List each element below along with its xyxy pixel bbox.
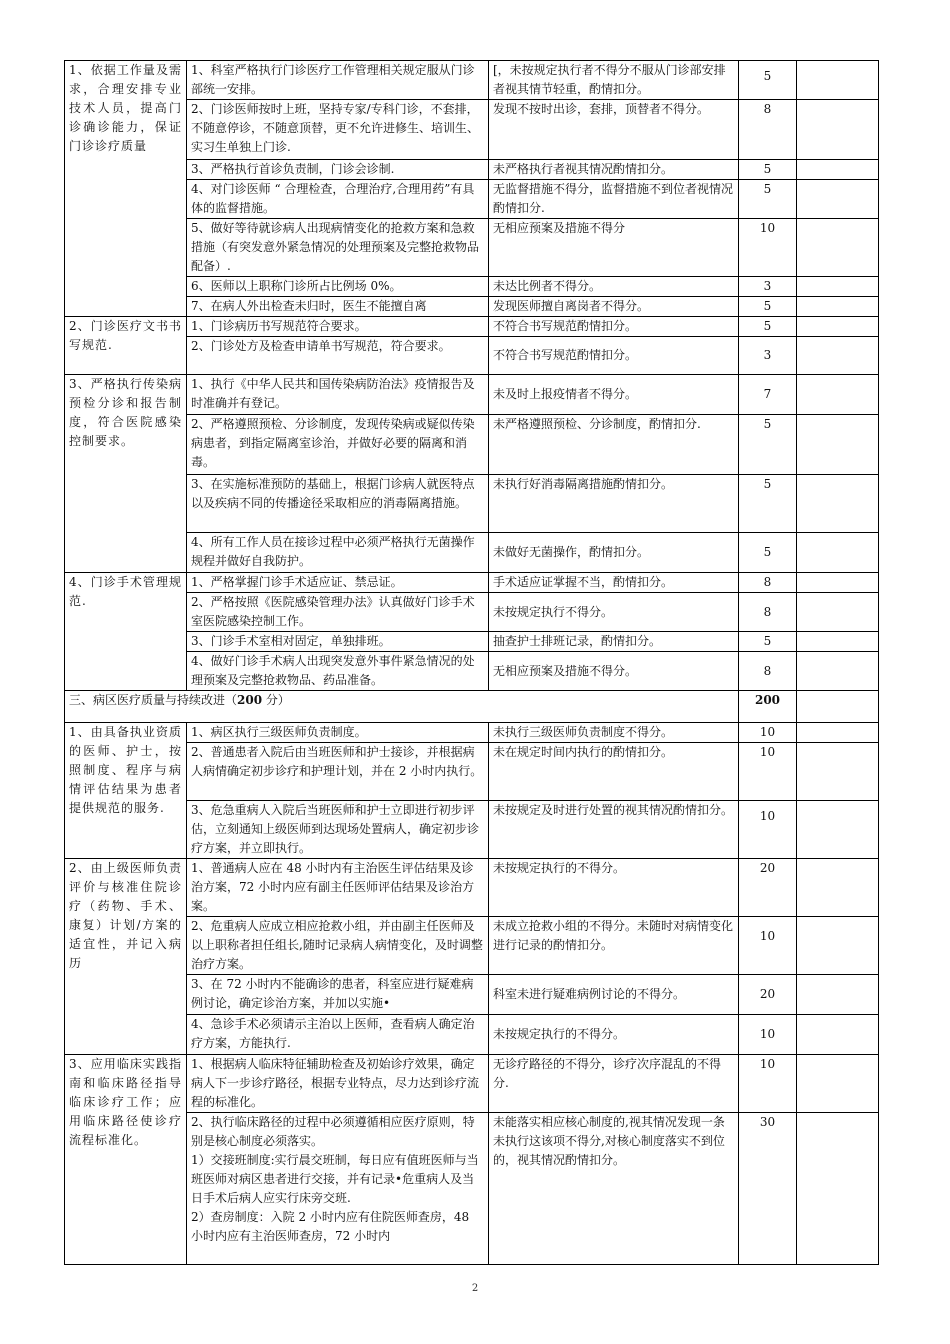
score-cell: 7 [739, 375, 797, 415]
criteria-cell: 未做好无菌操作，酌情扣分。 [489, 533, 739, 573]
blank-cell [797, 723, 879, 743]
score-cell: 5 [739, 415, 797, 475]
score-cell: 5 [739, 632, 797, 652]
blank-cell [797, 533, 879, 573]
content-cell: 3、门诊手术室相对固定，单独排班。 [187, 632, 489, 652]
content-cell: 2、普通患者入院后由当班医师和护士接诊，并根据病人病情确定初步诊疗和护理计划，并在 2 小时内执行。 [187, 743, 489, 801]
score-cell: 8 [739, 100, 797, 160]
criteria-cell: 不符合书写规范酌情扣分。 [489, 337, 739, 375]
content-cell: 3、严格执行首诊负责制，门诊会诊制. [187, 160, 489, 180]
table-row [65, 475, 879, 533]
table-row [65, 160, 879, 180]
category-cell: 1、依据工作量及需求，合理安排专业技术人员，提高门诊确诊能力，保证门诊诊疗质量 [65, 61, 187, 317]
category-cell: 1、由具备执业资质的医师、护士，按照制度、程序与病情评估结果为患者提供规范的服务. [65, 723, 187, 859]
blank-cell [797, 219, 879, 277]
table-row [65, 375, 879, 415]
blank-cell [797, 652, 879, 691]
score-cell: 8 [739, 573, 797, 593]
content-cell: 2、门诊处方及检查申请单书写规范，符合要求。 [187, 337, 489, 375]
table-row [65, 975, 879, 1015]
table-row [65, 917, 879, 975]
score-cell: 8 [739, 593, 797, 632]
criteria-cell: 发现不按时出诊，套排，顶替者不得分。 [489, 100, 739, 160]
score-cell: 20 [739, 975, 797, 1015]
blank-cell [797, 180, 879, 219]
criteria-cell: 不符合书写规范酌情扣分。 [489, 317, 739, 337]
criteria-cell: 未执行三级医师负责制度不得分。 [489, 723, 739, 743]
table-row [65, 1015, 879, 1055]
score-cell: 3 [739, 277, 797, 297]
table-row [65, 317, 879, 337]
criteria-cell: 未达比例者不得分。 [489, 277, 739, 297]
content-cell: 1、门诊病历书写规范符合要求。 [187, 317, 489, 337]
blank-cell [797, 917, 879, 975]
score-cell: 5 [739, 475, 797, 533]
table-row [65, 415, 879, 475]
score-cell: 10 [739, 1015, 797, 1055]
table-row [65, 533, 879, 573]
content-cell: 1、执行《中华人民共和国传染病防治法》疫情报告及时准确并有登记。 [187, 375, 489, 415]
section-heading-row [65, 691, 879, 723]
criteria-cell: 无诊疗路径的不得分，诊疗次序混乱的不得分. [489, 1055, 739, 1113]
blank-cell [797, 61, 879, 100]
content-cell: 2、严格按照《医院感染管理办法》认真做好门诊手术室医院感染控制工作。 [187, 593, 489, 632]
content-cell: 3、在 72 小时内不能确诊的患者，科室应进行疑难病例讨论，确定诊治方案，并加以实施• [187, 975, 489, 1015]
table-row [65, 219, 879, 277]
category-cell: 4、门诊手术管理规范. [65, 573, 187, 691]
score-cell: 10 [739, 219, 797, 277]
blank-cell [797, 337, 879, 375]
content-cell: 4、对门诊医师 “ 合理检查，合理治疗,合理用药”有具体的监督措施。 [187, 180, 489, 219]
score-cell: 10 [739, 743, 797, 801]
content-cell: 1、科室严格执行门诊医疗工作管理相关规定服从门诊部统一安排。 [187, 61, 489, 100]
content-cell: 1、普通病人应在 48 小时内有主治医生评估结果及诊治方案，72 小时内应有副主任医师评估结果及诊治方案。 [187, 859, 489, 917]
score-cell: 5 [739, 180, 797, 219]
score-cell: 10 [739, 801, 797, 859]
blank-cell [797, 743, 879, 801]
blank-cell [797, 1055, 879, 1113]
score-cell: 5 [739, 160, 797, 180]
section-title [65, 691, 739, 723]
section-title-end: 分） [262, 693, 290, 707]
blank-cell [797, 160, 879, 180]
criteria-cell: 未在规定时间内执行的酌情扣分。 [489, 743, 739, 801]
blank-cell [797, 475, 879, 533]
score-cell: 20 [739, 859, 797, 917]
criteria-cell: 手术适应证掌握不当，酌情扣分。 [489, 573, 739, 593]
blank-cell [797, 375, 879, 415]
category-cell: 2、由上级医师负责评价与核准住院诊疗（药物、手术、康复）计划/方案的适宜性，并记入病历 [65, 859, 187, 1055]
content-cell [187, 1113, 489, 1265]
criteria-cell: 未按规定执行的不得分。 [489, 1015, 739, 1055]
score-cell: 3 [739, 337, 797, 375]
blank-cell [797, 593, 879, 632]
table-row [65, 277, 879, 297]
category-cell: 2、门诊医疗文书书写规范. [65, 317, 187, 375]
table-row [65, 61, 879, 100]
score-cell: 5 [739, 297, 797, 317]
score-cell: 10 [739, 917, 797, 975]
table-row [65, 801, 879, 859]
criteria-cell: 发现医师擅自离岗者不得分。 [489, 297, 739, 317]
table-row [65, 573, 879, 593]
criteria-cell: 未成立抢救小组的不得分。未随时对病情变化进行记录的酌情扣分。 [489, 917, 739, 975]
page-number: 2 [471, 1283, 479, 1294]
score-cell: 10 [739, 1055, 797, 1113]
content-cell: 5、做好等待就诊病人出现病情变化的抢救方案和急救措施（有突发意外紧急情况的处理预案及完整抢救物品配备）. [187, 219, 489, 277]
content-cell: 4、做好门诊手术病人出现突发意外事件紧急情况的处理预案及完整抢救物品、药品准备。 [187, 652, 489, 691]
blank-cell [797, 573, 879, 593]
criteria-cell: 未严格执行者视其情况酌情扣分。 [489, 160, 739, 180]
criteria-cell: 科室未进行疑难病例讨论的不得分。 [489, 975, 739, 1015]
blank-cell [797, 297, 879, 317]
content-cell: 1、严格掌握门诊手术适应证、禁忌证。 [187, 573, 489, 593]
table-row [65, 337, 879, 375]
content-cell: 7、在病人外出检查未归时，医生不能擅自离 [187, 297, 489, 317]
blank-cell [797, 317, 879, 337]
table-row [65, 632, 879, 652]
table-row [65, 100, 879, 160]
table-row [65, 723, 879, 743]
table-row [65, 593, 879, 632]
content-cell: 1、病区执行三级医师负责制度。 [187, 723, 489, 743]
criteria-cell: 未按规定及时进行处置的视其情况酌情扣分。 [489, 801, 739, 859]
score-cell: 5 [739, 533, 797, 573]
criteria-cell: 未能落实相应核心制度的,视其情况发现一条未执行这该项不得分,对核心制度落实不到位的，视其情况酌情扣分。 [489, 1113, 739, 1265]
content-cell: 2、门诊医师按时上班，坚持专家/专科门诊，不套排，不随意停诊，不随意顶替，更不允许进修生、培训生、实习生单独上门诊. [187, 100, 489, 160]
evaluation-table [64, 60, 879, 1265]
score-cell: 30 [739, 1113, 797, 1265]
content-cell: 3、在实施标准预防的基础上，根据门诊病人就医特点以及疾病不同的传播途径采取相应的消毒隔离措施。 [187, 475, 489, 533]
category-cell: 3、应用临床实践指南和临床路径指导临床诊疗工作；应用临床路径使诊疗流程标准化。 [65, 1055, 187, 1265]
blank-cell [797, 277, 879, 297]
table-row [65, 1055, 879, 1113]
blank-cell [797, 632, 879, 652]
criteria-cell: 未按规定执行的不得分。 [489, 859, 739, 917]
table-row [65, 1113, 879, 1265]
blank-cell [797, 801, 879, 859]
section-title-text: 三、病区医疗质量与持续改进（ [69, 693, 238, 707]
blank-cell [797, 859, 879, 917]
score-cell: 5 [739, 317, 797, 337]
category-cell: 3、严格执行传染病预检分诊和报告制度，符合医院感染控制要求。 [65, 375, 187, 573]
table-row [65, 297, 879, 317]
blank-cell [797, 975, 879, 1015]
blank-cell [797, 1015, 879, 1055]
content-cell: 2、严格遵照预检、分诊制度，发现传染病或疑似传染病患者，到指定隔离室诊治，并做好必要的隔离和消毒。 [187, 415, 489, 475]
criteria-cell: [，未按规定执行者不得分不服从门诊部安排者视其情节轻重，酌情扣分。 [489, 61, 739, 100]
content-cell: 4、所有工作人员在接诊过程中必须严格执行无菌操作规程并做好自我防护。 [187, 533, 489, 573]
blank-cell [797, 100, 879, 160]
content-line: 2）查房制度：入院 2 小时内应有住院医师查房，48 小时内应有主治医师查房，72 小时内 [191, 1210, 470, 1243]
criteria-cell: 无监督措施不得分，监督措施不到位者视情况酌情扣分. [489, 180, 739, 219]
criteria-cell: 无相应预案及措施不得分。 [489, 652, 739, 691]
score-cell: 8 [739, 652, 797, 691]
blank-cell [797, 1113, 879, 1265]
score-cell: 5 [739, 61, 797, 100]
score-cell: 10 [739, 723, 797, 743]
section-title-bold: 200 [237, 693, 263, 707]
content-cell: 4、急诊手术必须请示主治以上医师，查看病人确定治疗方案，方能执行. [187, 1015, 489, 1055]
blank-cell [797, 691, 879, 723]
criteria-cell: 无相应预案及措施不得分 [489, 219, 739, 277]
table-row [65, 180, 879, 219]
criteria-cell: 未执行好消毒隔离措施酌情扣分。 [489, 475, 739, 533]
content-line: 2、执行临床路径的过程中必须遵循相应医疗原则，特别是核心制度必须落实。 [191, 1115, 475, 1148]
criteria-cell: 未严格遵照预检、分诊制度，酌情扣分. [489, 415, 739, 475]
criteria-cell: 抽查护士排班记录，酌情扣分。 [489, 632, 739, 652]
content-cell: 1、根据病人临床特征辅助检查及初始诊疗效果，确定病人下一步诊疗路径，根据专业特点，尽力达到诊疗流程的标准化。 [187, 1055, 489, 1113]
criteria-cell: 未及时上报疫情者不得分。 [489, 375, 739, 415]
table-row [65, 743, 879, 801]
table-row [65, 652, 879, 691]
content-cell: 3、危急重病人入院后当班医师和护士立即进行初步评估，立刻通知上级医师到达现场处置病人，确定初步诊疗方案，并立即执行。 [187, 801, 489, 859]
content-cell: 6、医师以上职称门诊所占比例场 0%。 [187, 277, 489, 297]
section-total-score: 200 [739, 691, 797, 723]
criteria-cell: 未按规定执行不得分。 [489, 593, 739, 632]
content-line: 1）交接班制度:实行晨交班制，每日应有值班医师与当班医师对病区患者进行交接，并有记录•危重病人及当日手术后病人应实行床旁交班. [191, 1153, 479, 1205]
content-cell: 2、危重病人应成立相应抢救小组，并由副主任医师及以上职称者担任组长,随时记录病人病情变化，及时调整治疗方案。 [187, 917, 489, 975]
table-row [65, 859, 879, 917]
blank-cell [797, 415, 879, 475]
